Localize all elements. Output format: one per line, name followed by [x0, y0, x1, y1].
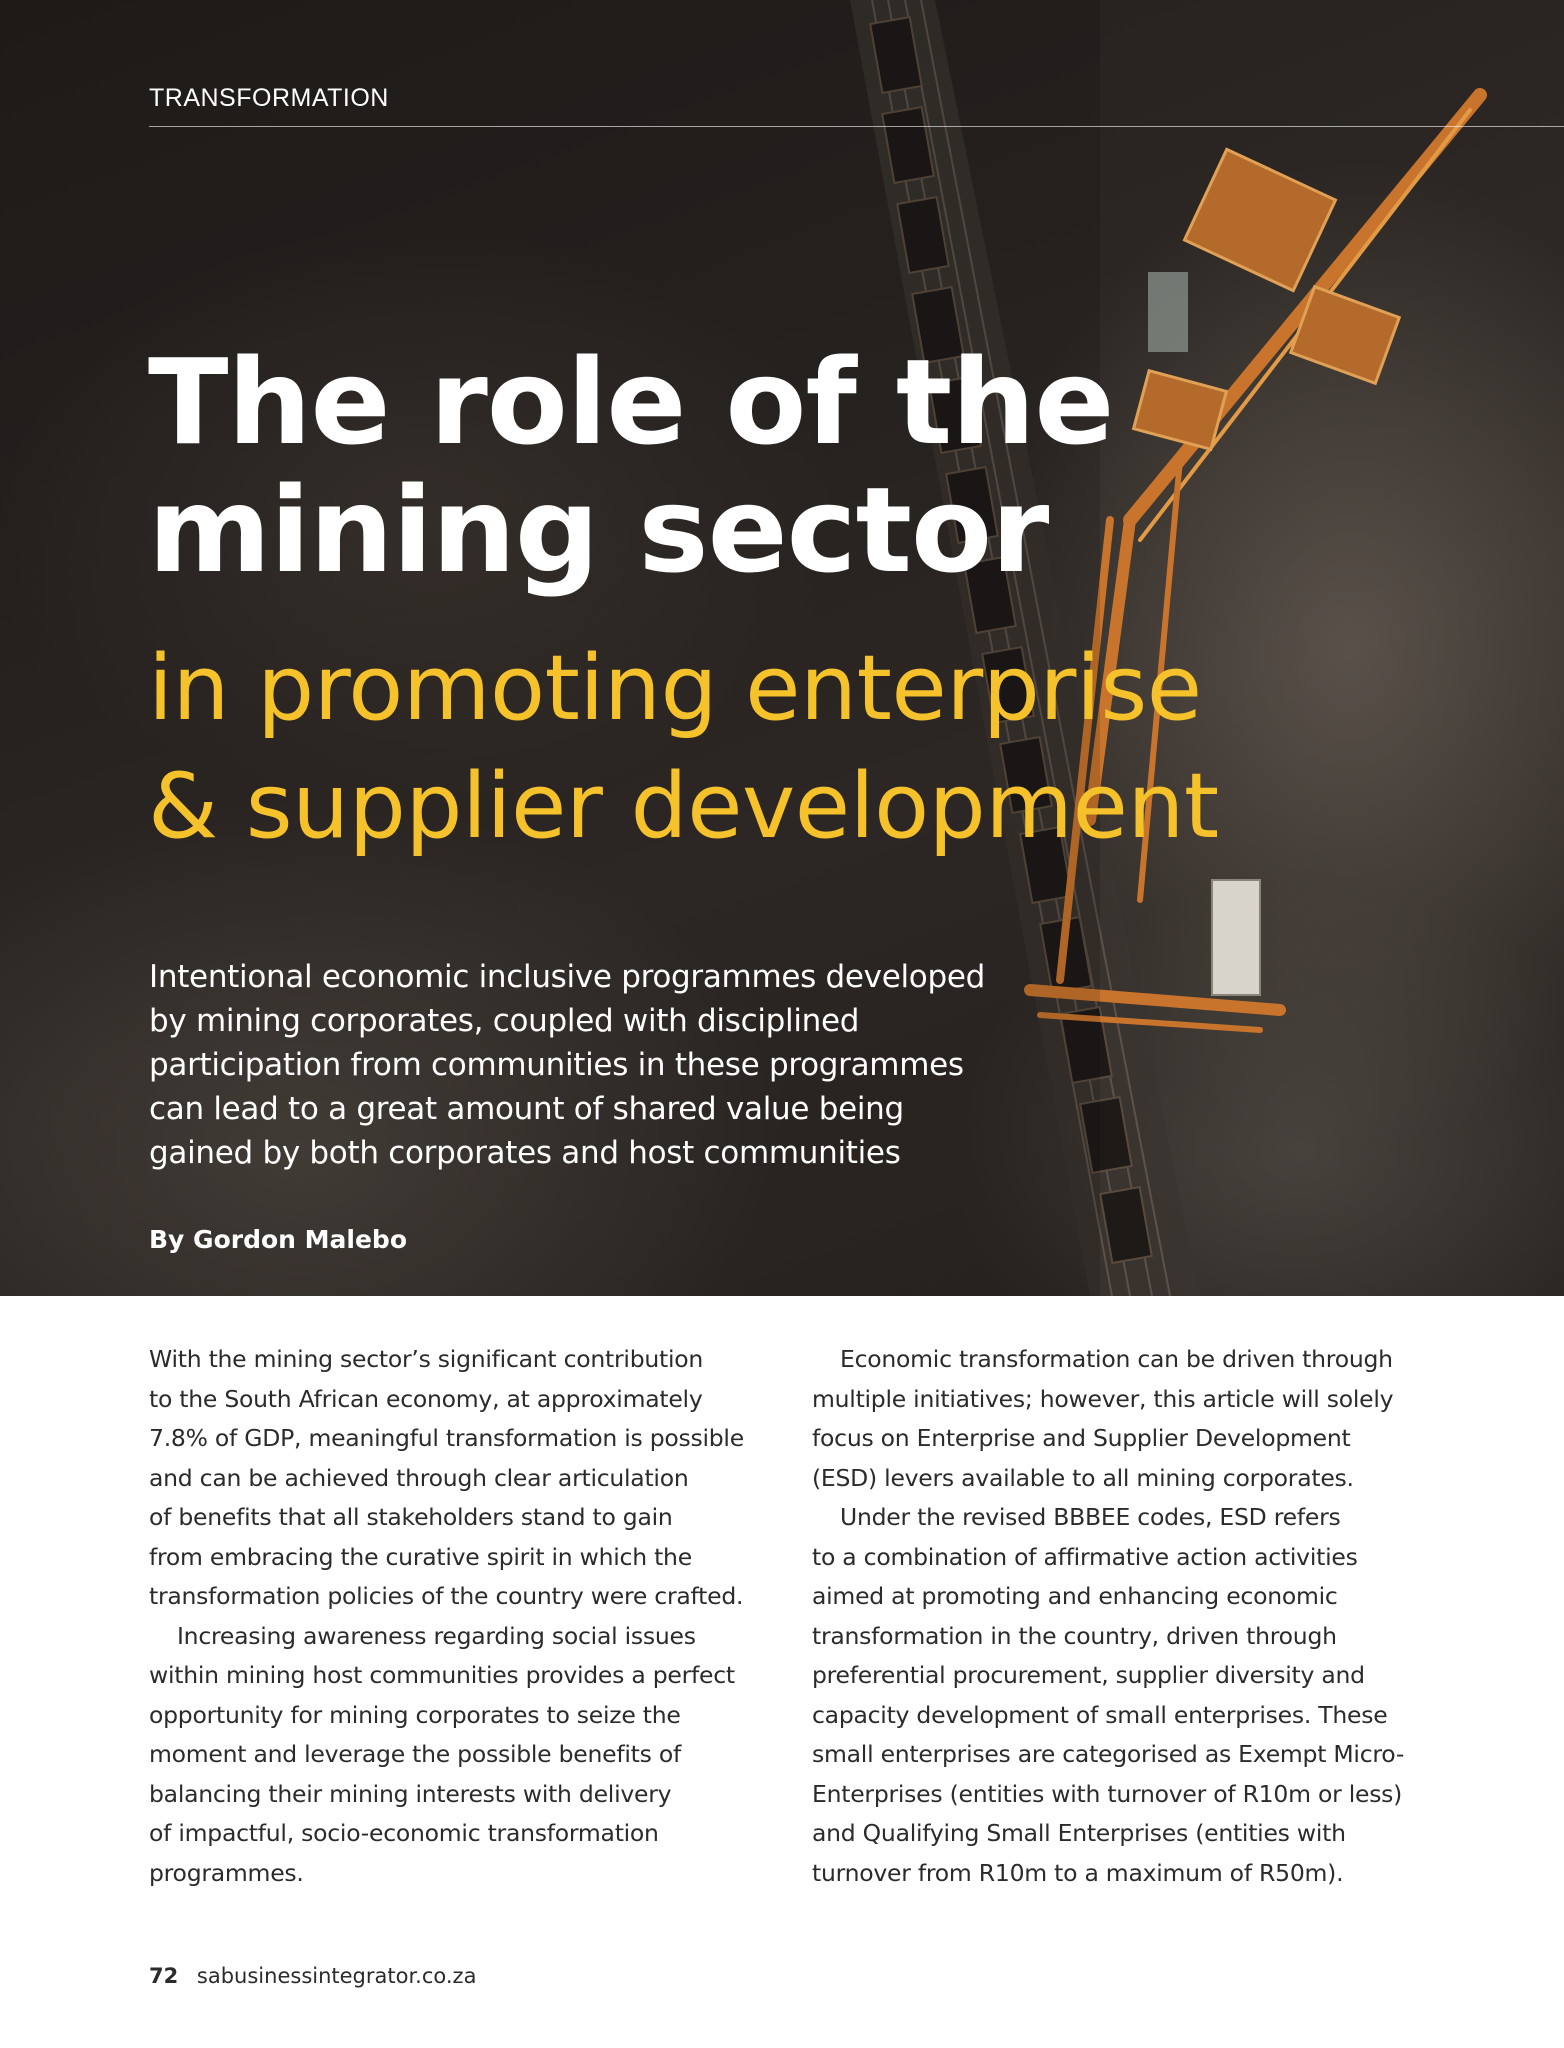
body-line: to the South African economy, at approximately [149, 1384, 703, 1413]
body-line: multiple initiatives; however, this article will solely [812, 1384, 1394, 1413]
body-paragraph [149, 1617, 769, 1894]
page-footer [149, 1964, 476, 1988]
section-divider [149, 126, 1564, 127]
headline [148, 333, 1114, 599]
body-line: and can be achieved through clear articulation [149, 1463, 689, 1492]
body-line: 7.8% of GDP, meaningful transformation is possible [149, 1424, 744, 1452]
body-column-right [812, 1340, 1432, 1893]
body-line: transformation policies of the country were crafted. [149, 1582, 744, 1610]
standfirst-line: by mining corporates, coupled with disciplined [149, 1003, 860, 1039]
body-line: aimed at promoting and enhancing economic [812, 1582, 1338, 1610]
headline-line: The role of the [148, 333, 1114, 471]
page-number: 72 [149, 1964, 179, 1988]
body-line: capacity development of small enterprises. These [812, 1700, 1388, 1729]
headline-line: mining sector [148, 461, 1049, 599]
body-line: within mining host communities provides a perfect [149, 1661, 735, 1689]
standfirst-line: gained by both corporates and host communities [149, 1135, 901, 1171]
body-line: Economic transformation can be driven through [840, 1345, 1393, 1373]
body-line: opportunity for mining corporates to seize the [149, 1700, 681, 1729]
body-line: turnover from R10m to a maximum of R50m). [812, 1858, 1344, 1887]
body-line: Under the revised BBBEE codes, ESD refers [840, 1503, 1341, 1531]
body-line: Enterprises (entities with turnover of R10m or less) [812, 1779, 1403, 1808]
body-line: and Qualifying Small Enterprises (entities with [812, 1819, 1346, 1847]
body-line: With the mining sector’s significant contribution [149, 1345, 704, 1373]
headline-accent [148, 630, 1219, 866]
standfirst [149, 955, 1009, 1175]
body-line: balancing their mining interests with delivery [149, 1779, 672, 1808]
body-line: transformation in the country, driven through [812, 1621, 1337, 1650]
body-line: Increasing awareness regarding social issues [177, 1621, 696, 1650]
body-line: to a combination of affirmative action activities [812, 1542, 1358, 1571]
body-line: of impactful, socio-economic transformation [149, 1819, 659, 1847]
body-line: focus on Enterprise and Supplier Development [812, 1424, 1351, 1452]
body-line: moment and leverage the possible benefits of [149, 1740, 681, 1768]
headline-accent-line: & supplier development [148, 754, 1219, 859]
body-line: programmes. [149, 1858, 304, 1887]
headline-accent-line: in promoting enterprise [148, 636, 1202, 741]
standfirst-line: can lead to a great amount of shared value being [149, 1091, 904, 1127]
body-paragraph [149, 1340, 769, 1617]
body-paragraph [812, 1498, 1432, 1893]
standfirst-line: participation from communities in these programmes [149, 1047, 964, 1083]
website-url: sabusinessintegrator.co.za [196, 1964, 477, 1988]
body-line: preferential procurement, supplier diversity and [812, 1661, 1365, 1689]
byline: By Gordon Malebo [149, 1225, 407, 1254]
body-line: from embracing the curative spirit in which the [149, 1542, 692, 1571]
section-label: TRANSFORMATION [149, 84, 389, 112]
body-column-left [149, 1340, 769, 1893]
body-line: (ESD) levers available to all mining corporates. [812, 1463, 1354, 1492]
body-line: of benefits that all stakeholders stand to gain [149, 1503, 673, 1531]
body-line: small enterprises are categorised as Exempt Micro- [812, 1740, 1405, 1768]
body-paragraph [812, 1340, 1432, 1498]
standfirst-line: Intentional economic inclusive programmes developed [149, 959, 985, 995]
